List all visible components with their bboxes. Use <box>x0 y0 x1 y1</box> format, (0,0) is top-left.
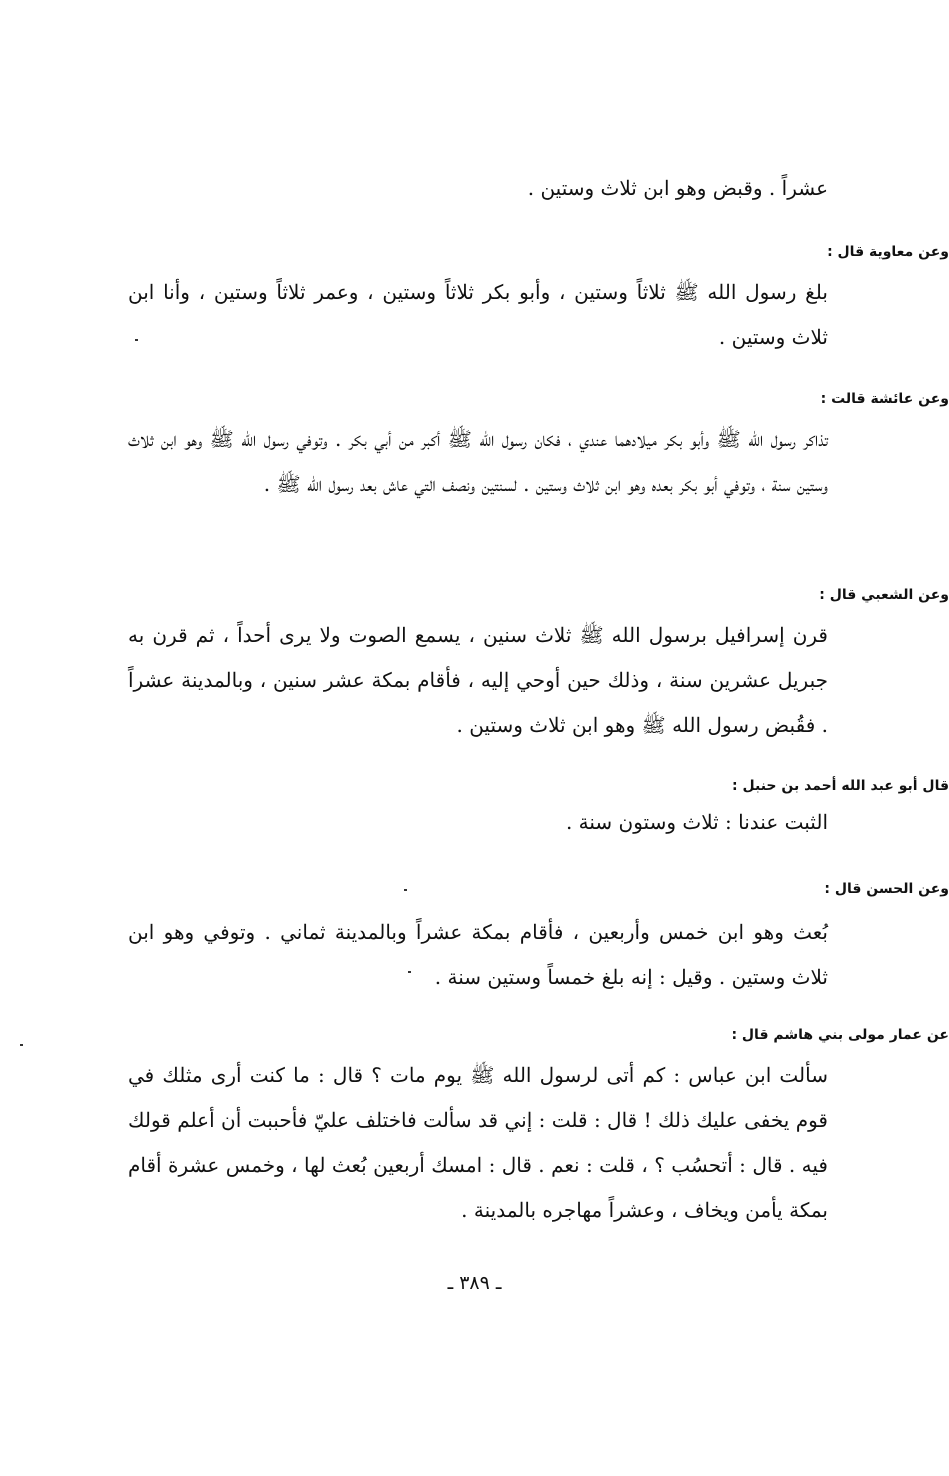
heading-ibn-hanbal: قال أبو عبد الله أحمد بن حنبل : <box>732 778 949 794</box>
scan-speck <box>408 971 411 973</box>
heading-shaabi: وعن الشعبي قال : <box>819 587 949 603</box>
heading-hasan: وعن الحسن قال : <box>824 881 949 897</box>
heading-ammar: عن عمار مولى بني هاشم قال : <box>731 1027 949 1043</box>
paragraph-ibn-hanbal: الثبت عندنا : ثلاث وستون سنة . <box>565 810 828 834</box>
scan-speck <box>20 1044 23 1046</box>
heading-aisha: وعن عائشة قالت : <box>820 391 949 407</box>
paragraph-aisha: تذاكر رسول الله ﷺ وأبو بكر ميلادهما عندي ، فكان رسول الله ﷺ أكبر من أبي بكر . وتوفي رسول الله ﷺ وهو ابن ثلاث وستين سنة ، وتوفي أبو بكر بعده وهو ابن ثلاث وستين . لسنتين ونصف التي عاش بعد رسول الله ﷺ . <box>128 427 828 496</box>
paragraph-hasan: بُعث وهو ابن خمس وأربعين ، فأقام بمكة عشراً وبالمدينة ثماني . وتوفي وهو ابن ثلاث وستين . وقيل : إنه بلغ خمساً وستين سنة . <box>128 920 828 989</box>
paragraph-continuation: عشراً . وقبض وهو ابن ثلاث وستين . <box>527 176 828 200</box>
scan-speck <box>404 889 407 891</box>
scan-speck <box>135 339 138 341</box>
paragraph-shaabi: قرن إسرافيل برسول الله ﷺ ثلاث سنين ، يسمع الصوت ولا يرى أحداً ، ثم قرن به جبريل عشرين سنة ، وذلك حين أوحي إليه ، فأقام بمكة عشر سنين ، وبالمدينة عشراً . فقُبض رسول الله ﷺ وهو ابن ثلاث وستين . <box>128 623 828 737</box>
paragraph-ammar: سألت ابن عباس : كم أتى لرسول الله ﷺ يوم مات ؟ قال : ما كنت أرى مثلك في قوم يخفى عليك ذلك ! قال : قلت : إني قد سألت فاختلف عليّ فأحببت أن أعلم قولك فيه . قال : أتحسُب ؟ ، قلت : نعم . قال : امسك أربعين بُعث لها ، وخمس عشرة أقام بمكة يأمن ويخاف ، وعشراً مهاجره بالمدينة . <box>128 1063 828 1222</box>
paragraph-muawiya: بلغ رسول الله ﷺ ثلاثاً وستين ، وأبو بكر ثلاثاً وستين ، وعمر ثلاثاً وستين ، وأنا ابن ثلاث وستين . <box>128 280 828 349</box>
heading-muawiya: وعن معاوية قال : <box>827 244 949 260</box>
page-number: ـ ٣٨٩ ـ <box>447 1272 502 1294</box>
